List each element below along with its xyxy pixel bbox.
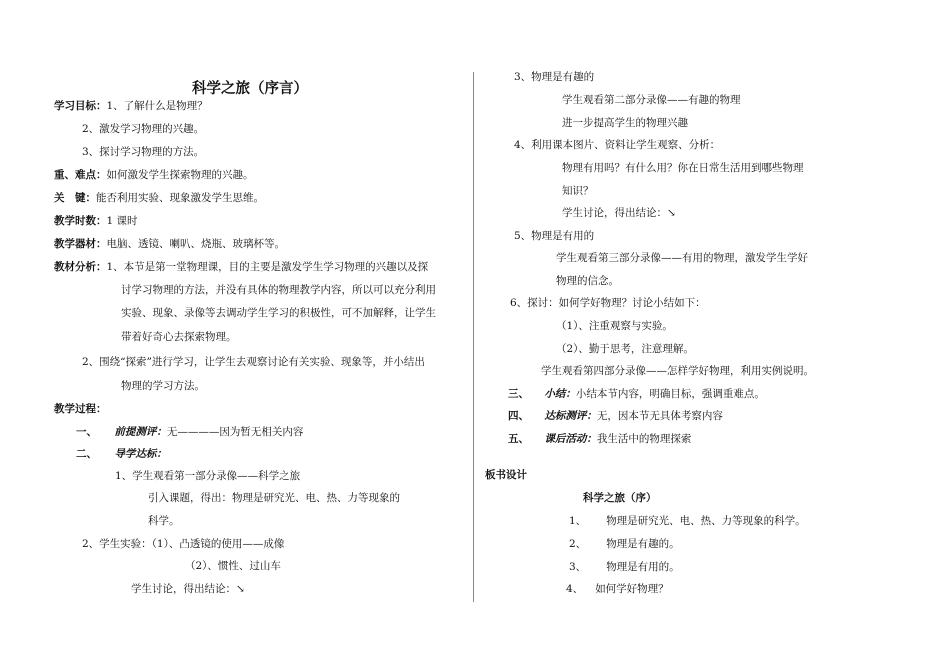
analysis-p1-l2: 讨学习物理的方法，并没有具体的物理教学内容，所以可以充分利用 bbox=[121, 284, 436, 296]
teaching-hours-label: 教学时数： bbox=[54, 215, 107, 227]
section-3-num: 三、 bbox=[508, 388, 529, 400]
item-2-a: （2）、惯性、过山车 bbox=[185, 560, 281, 572]
board-item bbox=[569, 560, 680, 574]
section-4-text: 无，因本节无具体考察内容 bbox=[596, 410, 723, 422]
section-3 bbox=[508, 387, 765, 401]
item-6-b: （2）、勤于思考，注意理解。 bbox=[556, 343, 694, 355]
goal-1: 1、了解什么是物理？ bbox=[106, 100, 208, 112]
item-2: 2、学生实验：（1）、凸透镜的使用——成像 bbox=[82, 538, 285, 550]
section-1-label: 前提测评： bbox=[114, 426, 167, 438]
item-3-b: 进一步提高学生的物理兴趣 bbox=[562, 117, 688, 129]
item-2-b: 学生讨论，得出结论：↘ bbox=[131, 583, 245, 595]
section-5-num: 五、 bbox=[508, 433, 529, 445]
crux-label: 关 键： bbox=[54, 192, 96, 204]
goals-label: 学习目标： bbox=[54, 100, 107, 112]
item-6-c: 学生观看第四部分录像——怎样学好物理，利用实例说明。 bbox=[541, 365, 814, 377]
equipment-label: 教学器材： bbox=[54, 238, 107, 250]
board-item bbox=[569, 514, 806, 528]
board-item-num: 4、 bbox=[566, 583, 584, 595]
item-1-a: 引入课题，得出：物理是研究光、电、热、力等现象的 bbox=[148, 492, 400, 504]
item-4: 4、利用课本图片、资料让学生观察、分析： bbox=[514, 139, 721, 151]
column-divider bbox=[473, 72, 474, 602]
board-item bbox=[569, 537, 680, 551]
board-item-text: 如何学好物理？ bbox=[595, 583, 669, 595]
key-points bbox=[54, 168, 254, 182]
key-points-label: 重、难点： bbox=[54, 169, 107, 181]
section-2-label: 导学达标： bbox=[114, 448, 167, 460]
section-4-label: 达标测评： bbox=[544, 410, 597, 422]
page-title: 科学之旅（序言） bbox=[192, 81, 308, 97]
item-3: 3、物理是有趣的 bbox=[514, 71, 595, 83]
board-item-text: 物理是研究光、电、热、力等现象的科学。 bbox=[606, 515, 806, 527]
goals-line-1 bbox=[54, 99, 208, 113]
key-points-text: 如何激发学生探索物理的兴趣。 bbox=[106, 169, 254, 181]
equipment-text: 电脑、透镜、喇叭、烧瓶、玻璃杯等。 bbox=[106, 238, 285, 250]
section-5-label: 课后活动： bbox=[544, 433, 597, 445]
board-item bbox=[566, 582, 669, 596]
section-1-text: 无————因为暂无相关内容 bbox=[166, 426, 304, 438]
item-6: 6、探讨：如何学好物理？讨论小结如下： bbox=[510, 297, 706, 309]
item-4-a: 物理有用吗？有什么用？你在日常生活用到哪些物理 bbox=[562, 162, 804, 174]
teaching-hours-text: 1 课时 bbox=[106, 215, 138, 227]
section-5-text: 我生活中的物理探索 bbox=[596, 433, 692, 445]
item-5: 5、物理是有用的 bbox=[514, 230, 595, 242]
board-item-text: 物理是有趣的。 bbox=[606, 538, 680, 550]
board-item-num: 2、 bbox=[569, 538, 587, 550]
analysis-p1-l4: 带着好奇心去探索物理。 bbox=[121, 331, 237, 343]
crux-text: 能否利用实验、现象激发学生思维。 bbox=[96, 192, 264, 204]
item-5-b: 物理的信念。 bbox=[556, 275, 619, 287]
section-3-text: 小结本节内容，明确目标，强调重难点。 bbox=[575, 388, 765, 400]
analysis-label: 教材分析： bbox=[54, 261, 107, 273]
section-1 bbox=[76, 425, 303, 439]
section-2-num: 二、 bbox=[76, 448, 97, 460]
board-item-num: 3、 bbox=[569, 561, 587, 573]
board-item-num: 1、 bbox=[569, 515, 587, 527]
item-6-a: （1）、注重观察与实验。 bbox=[556, 320, 673, 332]
analysis-p2-l2: 物理的学习方法。 bbox=[121, 380, 205, 392]
goal-2: 2、激发学习物理的兴趣。 bbox=[82, 123, 205, 135]
section-1-num: 一、 bbox=[76, 426, 97, 438]
item-4-b: 知识？ bbox=[562, 185, 594, 197]
analysis-p1-l1: 1、本节是第一堂物理课，目的主要是激发学生学习物理的兴趣以及探 bbox=[106, 261, 429, 273]
crux bbox=[54, 191, 264, 205]
equipment bbox=[54, 237, 285, 251]
board-heading: 板书设计 bbox=[485, 469, 527, 481]
analysis-p1-l3: 实验、现象、录像等去调动学生学习的积极性，可不加解释，让学生 bbox=[121, 307, 436, 319]
section-3-label: 小结： bbox=[544, 388, 576, 400]
item-5-a: 学生观看第三部分录像——有用的物理，激发学生学好 bbox=[556, 252, 808, 264]
item-3-a: 学生观看第二部分录像——有趣的物理 bbox=[562, 94, 741, 106]
board-item-text: 物理是有用的。 bbox=[606, 561, 680, 573]
item-1-b: 科学。 bbox=[148, 515, 180, 527]
goal-3: 3、探讨学习物理的方法。 bbox=[82, 146, 205, 158]
process-label: 教学过程： bbox=[54, 403, 107, 415]
section-5 bbox=[508, 432, 691, 446]
teaching-hours bbox=[54, 214, 138, 228]
section-4-num: 四、 bbox=[508, 410, 529, 422]
item-1: 1、学生观看第一部分录像——科学之旅 bbox=[115, 470, 301, 482]
item-4-c: 学生讨论，得出结论：↘ bbox=[562, 207, 676, 219]
analysis-line-1 bbox=[54, 260, 428, 274]
section-2 bbox=[76, 447, 167, 461]
board-title: 科学之旅（序） bbox=[583, 492, 657, 504]
analysis-p2-l1: 2、围绕“探索”进行学习，让学生去观察讨论有关实验、现象等，并小结出 bbox=[82, 356, 425, 368]
section-4 bbox=[508, 409, 723, 423]
